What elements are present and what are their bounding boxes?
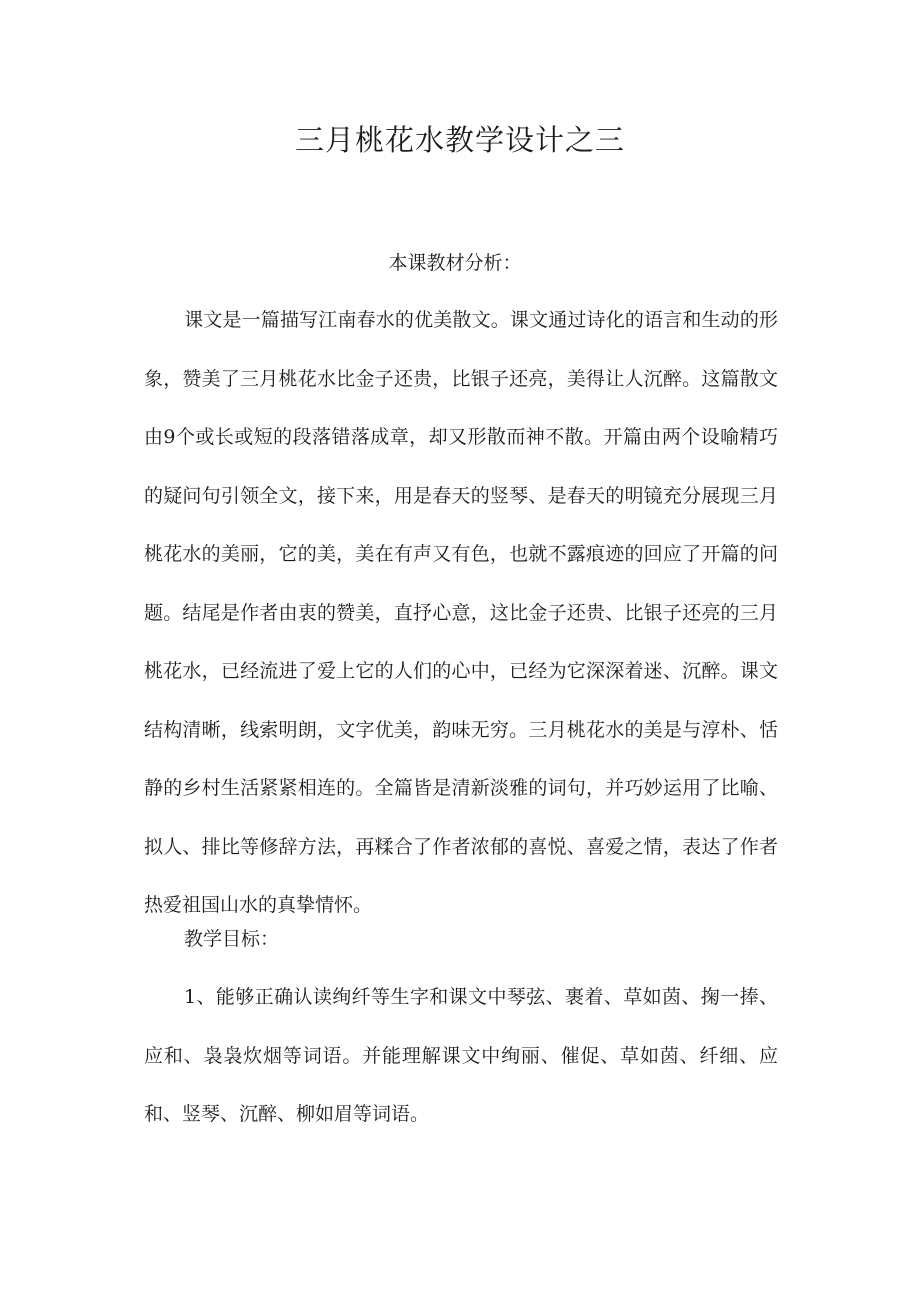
document-title: 三月桃花水教学设计之三 bbox=[294, 123, 625, 157]
goal-item-1 bbox=[144, 968, 778, 1144]
analysis-paragraph-text: 课文是一篇描写江南春水的优美散文。课文通过诗化的语言和生动的形象，赞美了三月桃花水比金子还贵，比银子还亮，美得让人沉醉。这篇散文由9个或长或短的段落错落成章，却又形散而神不散。开篇由两个设喻精巧的疑问句引领全文，接下来，用是春天的竖琴、是春天的明镜充分展现三月桃花水的美丽，它的美，美在有声又有色，也就不露痕迹的回应了开篇的问题。结尾是作者由衷的赞美，直抒心意，这比金子还贵、比银子还亮的三月桃花水，已经流进了爱上它的人们的心中，已经为它深深着迷、沉醉。课文结构清晰，线索明朗，文字优美，韵味无穷。三月桃花水的美是与淳朴、恬静的乡村生活紧紧相连的。全篇皆是清新淡雅的词句，并巧妙运用了比喻、拟人、排比等修辞方法，再糅合了作者浓郁的喜悦、喜爱之情，表达了作者热爱祖国山水的真挚情怀。 bbox=[144, 309, 778, 916]
goals-heading bbox=[144, 910, 778, 969]
goal-item-1-text: 1、能够正确认读绚纤等生字和课文中琴弦、裹着、草如茵、掬一捧、应和、袅袅炊烟等词语。并能理解课文中绚丽、催促、草如茵、纤细、应和、竖琴、沉醉、柳如眉等词语。 bbox=[144, 986, 778, 1125]
analysis-paragraph bbox=[144, 291, 778, 935]
goals-heading-text: 教学目标： bbox=[184, 928, 280, 950]
analysis-heading: 本课教材分析： bbox=[388, 252, 522, 274]
